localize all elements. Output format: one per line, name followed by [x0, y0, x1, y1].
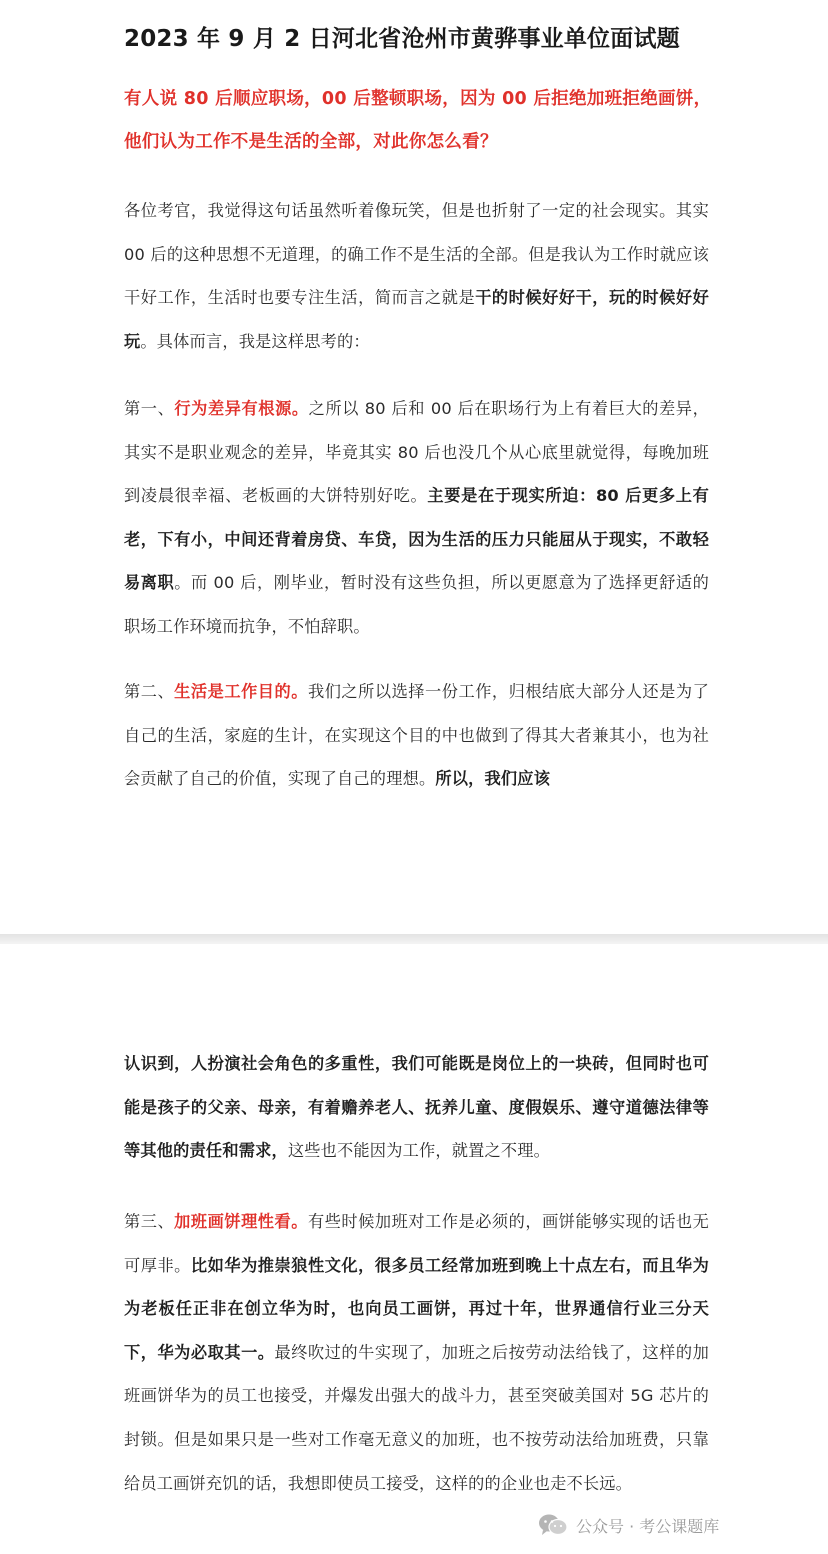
point-1-prefix: 第一、: [124, 399, 175, 418]
intro-text-2: 。具体而言，我是这样思考的：: [140, 331, 370, 351]
watermark-text: 公众号 · 考公课题库: [576, 1516, 720, 1536]
document-page-2: [0, 944, 828, 1554]
intro-emphasis: 干的时候好好干，玩的时候好好玩: [124, 288, 709, 351]
point-1-text-2: 。而 00 后，刚毕业，暂时没有这些负担，所以更愿意为了选择更舒适的职场工作环境而抗争，不怕辞职。: [124, 573, 710, 636]
page-separator: [0, 934, 828, 944]
point-3-heading: 加班画饼理性看。: [174, 1212, 308, 1231]
point-2-paragraph: [124, 670, 709, 801]
point-3-paragraph: [124, 1200, 709, 1505]
point-2-emphasis: 所以，我们应该: [435, 769, 551, 789]
point-2-continued-emphasis: 认识到，人扮演社会角色的多重性，我们可能既是岗位上的一块砖，但同时也可能是孩子的父亲、母亲，有着赡养老人、抚养儿童、度假娱乐、遵守道德法律等等其他的责任和需求，: [124, 1054, 709, 1161]
point-2-continued-text: 这些也不能因为工作，就置之不理。: [287, 1141, 551, 1161]
point-2-text-1: 我们之所以选择一份工作，归根结底大部分人还是为了自己的生活，家庭的生计，在实现这个目的中也做到了得其大者兼其小，也为社会贡献了自己的价值，实现了自己的理想。: [124, 682, 709, 789]
page-title: 2023 年 9 月 2 日河北省沧州市黄骅事业单位面试题: [124, 26, 680, 52]
point-3-text-1: 有些时候加班对工作是必须的，画饼能够实现的话也无可厚非。: [124, 1212, 709, 1275]
point-3-prefix: 第三、: [124, 1212, 175, 1231]
intro-text-1: 各位考官，我觉得这句话虽然听着像玩笑，但是也折射了一定的社会现实。其实 00 后的这种思想不无道理，的确工作不是生活的全部。但是我认为工作时就应该干好工作，生活时也要专注生活，简而言之就是: [124, 201, 709, 308]
question-text: 有人说 80 后顺应职场，00 后整顿职场，因为 00 后拒绝加班拒绝画饼，他们认为工作不是生活的全部，对此你怎么看？: [124, 89, 712, 152]
point-2-prefix: 第二、: [124, 682, 175, 701]
intro-paragraph: [124, 189, 709, 363]
point-1-emphasis: 主要是在于现实所迫：80 后更多上有老，下有小，中间还背着房贷、车贷，因为生活的压力只能屈从于现实，不敢轻易离职: [124, 486, 709, 593]
point-1-text-1: 之所以 80 后和 00 后在职场行为上有着巨大的差异，其实不是职业观念的差异，毕竟其实 80 后也没几个从心底里就觉得，每晚加班到凌晨很幸福、老板画的大饼特别好吃。: [124, 399, 709, 506]
point-2-continued-paragraph: [124, 1042, 709, 1173]
watermark: [538, 1510, 719, 1540]
wechat-icon: [538, 1513, 568, 1537]
point-3-emphasis: 比如华为推崇狼性文化，很多员工经常加班到晚上十点左右，而且华为为老板任正非在创立华为时，也向员工画饼，再过十年，世界通信行业三分天下，华为必取其一。: [124, 1255, 709, 1362]
point-1-heading: 行为差异有根源。: [174, 399, 309, 418]
point-3-text-2: 最终吹过的牛实现了，加班之后按劳动法给钱了，这样的加班画饼华为的员工也接受，并爆发出强大的战斗力，甚至突破美国对 5G 芯片的封锁。但是如果只是一些对工作毫无意义的加班，也不按劳动法给加班费，只靠给员工画饼充饥的话，我想即使员工接受，这样的的企业也走不长远。: [124, 1342, 709, 1493]
point-1-paragraph: [124, 387, 709, 649]
point-2-heading: 生活是工作目的。: [174, 682, 308, 701]
